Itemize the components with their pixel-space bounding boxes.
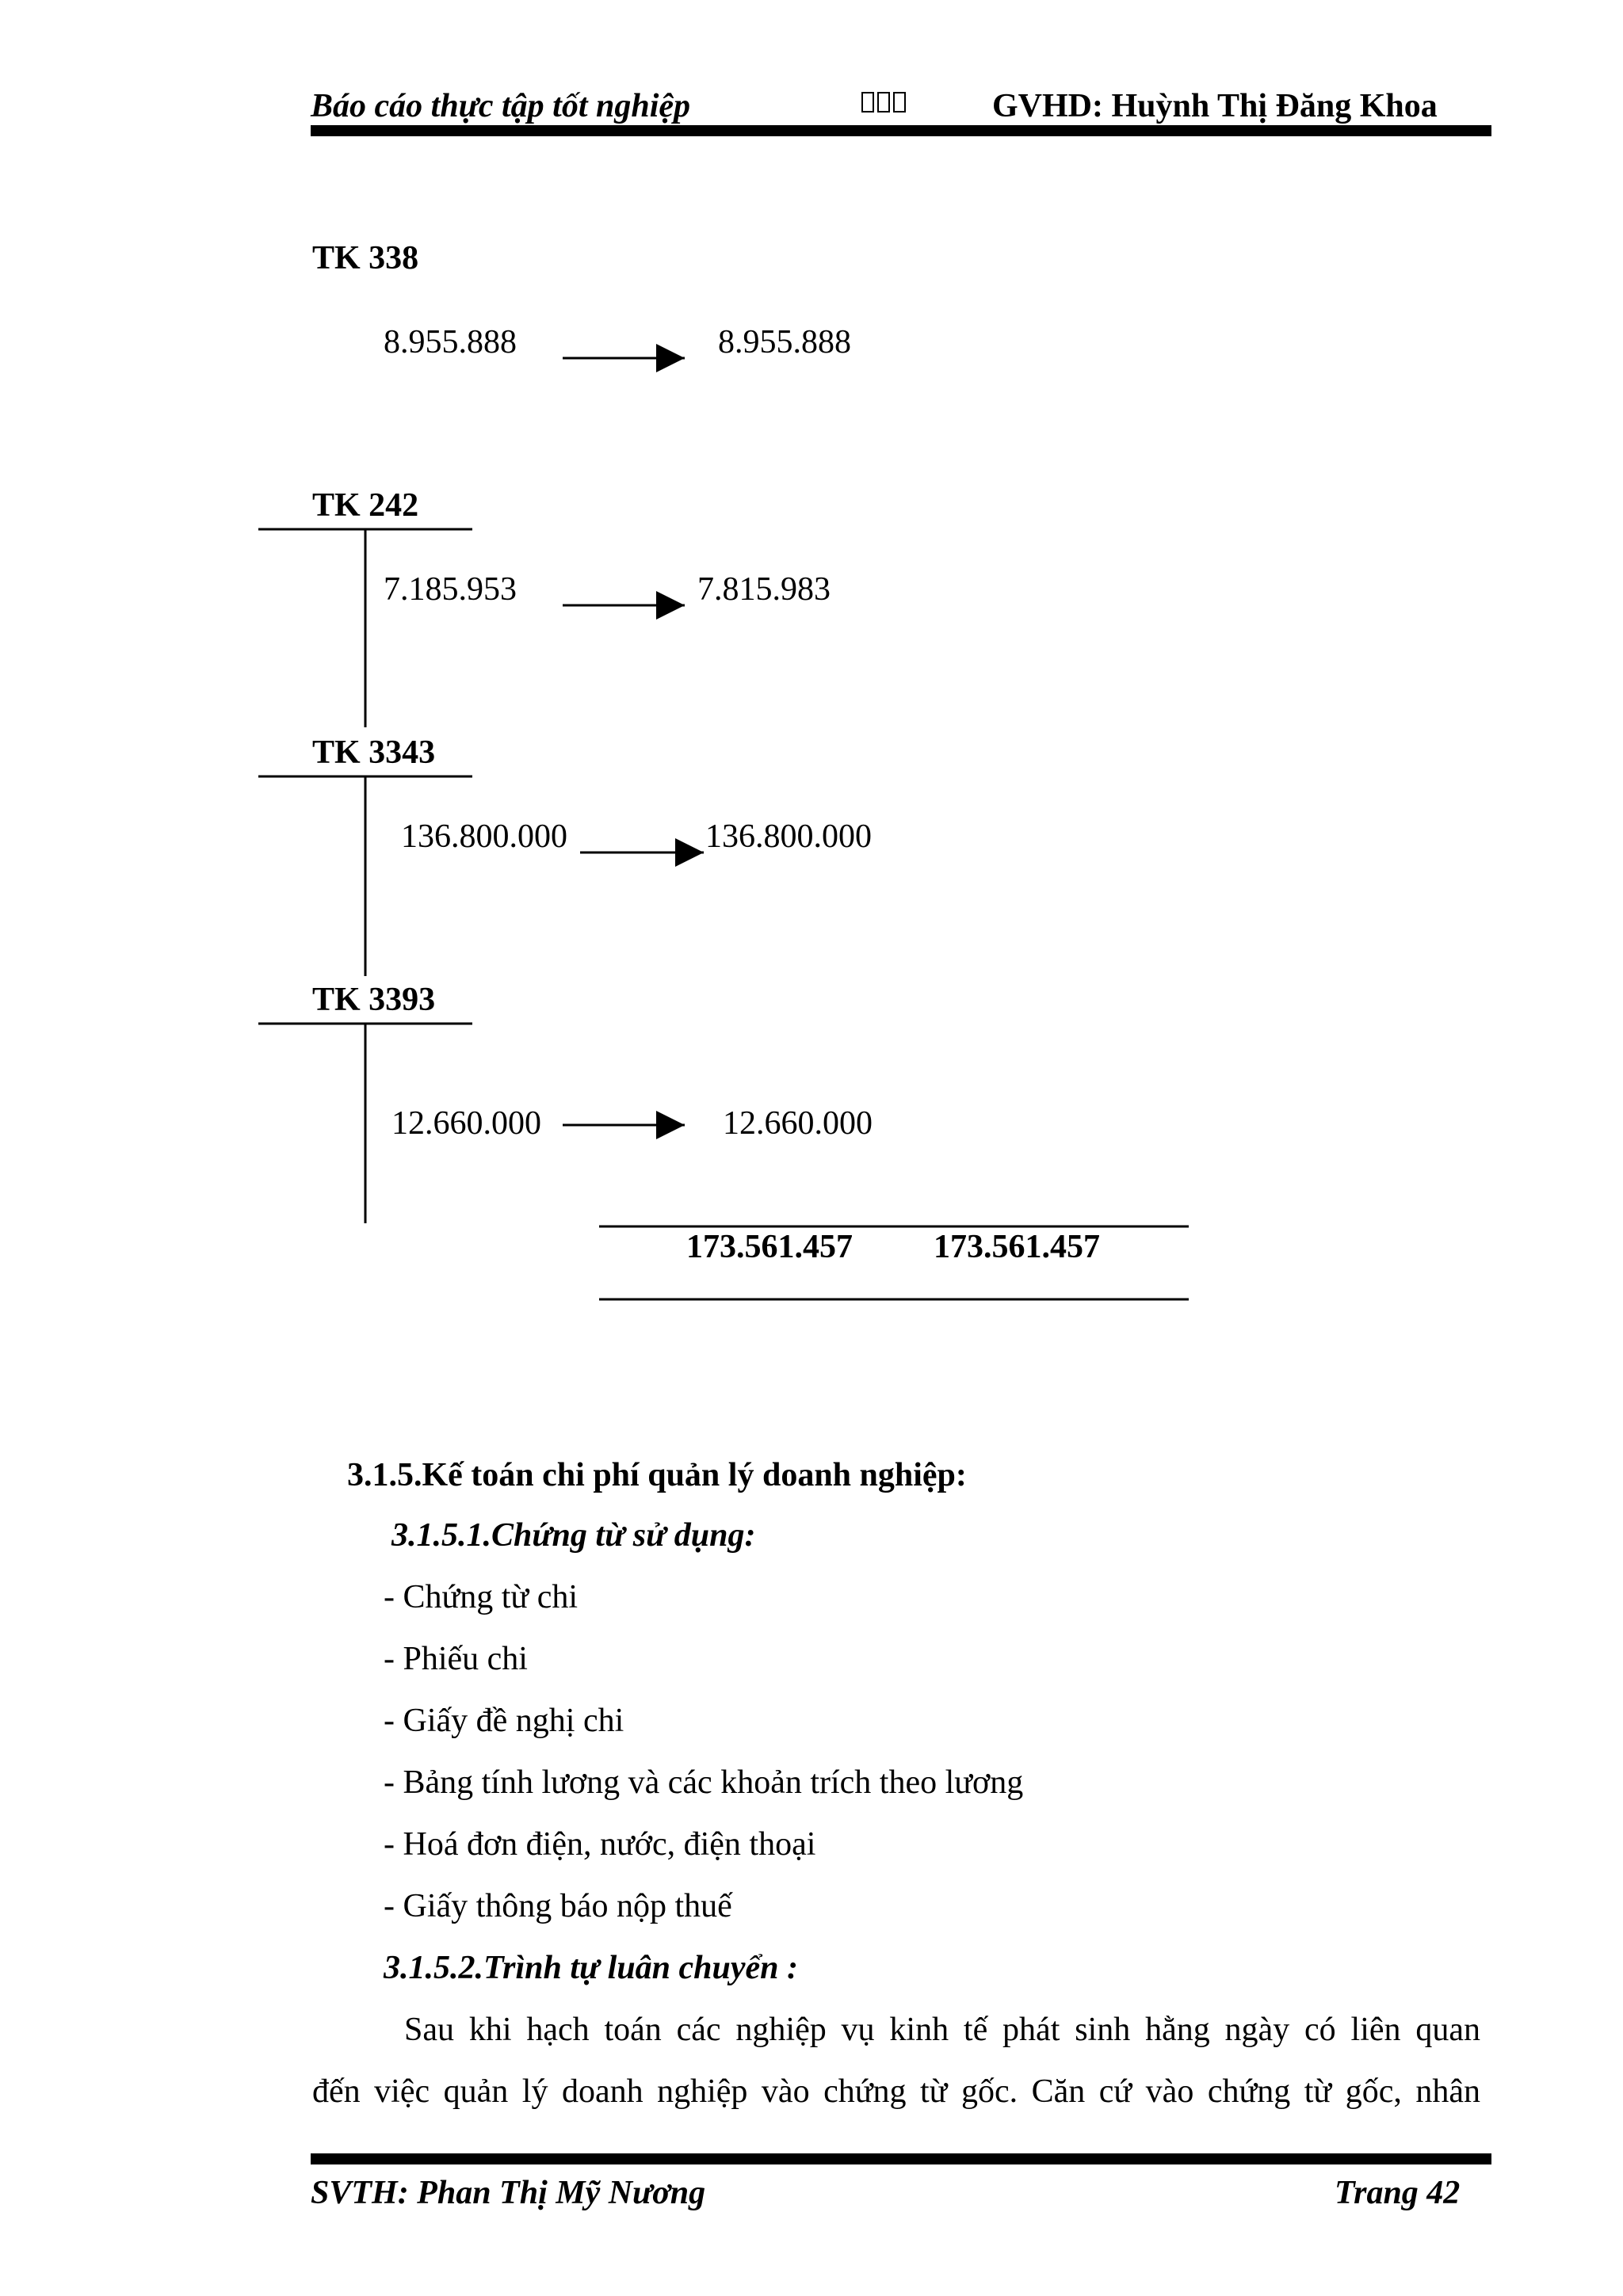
- footer-left: SVTH: Phan Thị Mỹ Nương: [311, 2175, 706, 2211]
- account-name: TK 3343: [312, 734, 436, 771]
- account-credit: 8.955.888: [718, 324, 851, 360]
- paragraph-line: Sau khi hạch toán các nghiệp vụ kinh tế phát sinh hằng ngày có liên quan: [404, 2012, 1480, 2048]
- page-number: Trang 42: [1335, 2175, 1461, 2211]
- account-credit: 136.800.000: [705, 818, 872, 855]
- account-debit: 8.955.888: [384, 324, 517, 360]
- subsection-heading: 3.1.5.1.Chứng từ sử dụng:: [391, 1517, 756, 1554]
- subsection-heading: 3.1.5.2.Trình tự luân chuyển :: [384, 1950, 799, 1986]
- account-name: TK 3393: [312, 982, 436, 1018]
- list-item: - Chứng từ chi: [384, 1579, 579, 1615]
- list-item: - Giấy thông báo nộp thuế: [384, 1888, 732, 1924]
- total-right: 173.561.457: [934, 1229, 1100, 1265]
- account-debit: 12.660.000: [391, 1105, 541, 1142]
- account-debit: 7.185.953: [384, 571, 517, 608]
- account-name: TK 242: [312, 487, 419, 524]
- list-item: - Hoá đơn điện, nước, điện thoại: [384, 1826, 816, 1863]
- footer-rule: [311, 2153, 1491, 2164]
- paragraph-line: đến việc quản lý doanh nghiệp vào chứng từ gốc. Căn cứ vào chứng từ gốc, nhân: [312, 2073, 1480, 2110]
- list-item: - Giấy đề nghị chi: [384, 1703, 624, 1739]
- header-right: GVHD: Huỳnh Thị Đăng Khoa: [992, 88, 1438, 124]
- account-credit: 7.815.983: [697, 571, 831, 608]
- list-item: - Phiếu chi: [384, 1641, 528, 1677]
- account-debit: 136.800.000: [401, 818, 567, 855]
- account-credit: 12.660.000: [723, 1105, 873, 1142]
- total-left: 173.561.457: [686, 1229, 853, 1265]
- section-heading: 3.1.5.Kế toán chi phí quản lý doanh nghiệp:: [347, 1457, 967, 1493]
- account-name: TK 338: [312, 240, 419, 277]
- header-left: Báo cáo thực tập tốt nghiệp: [311, 88, 691, 124]
- list-item: - Bảng tính lương và các khoản trích theo lương: [384, 1764, 1024, 1801]
